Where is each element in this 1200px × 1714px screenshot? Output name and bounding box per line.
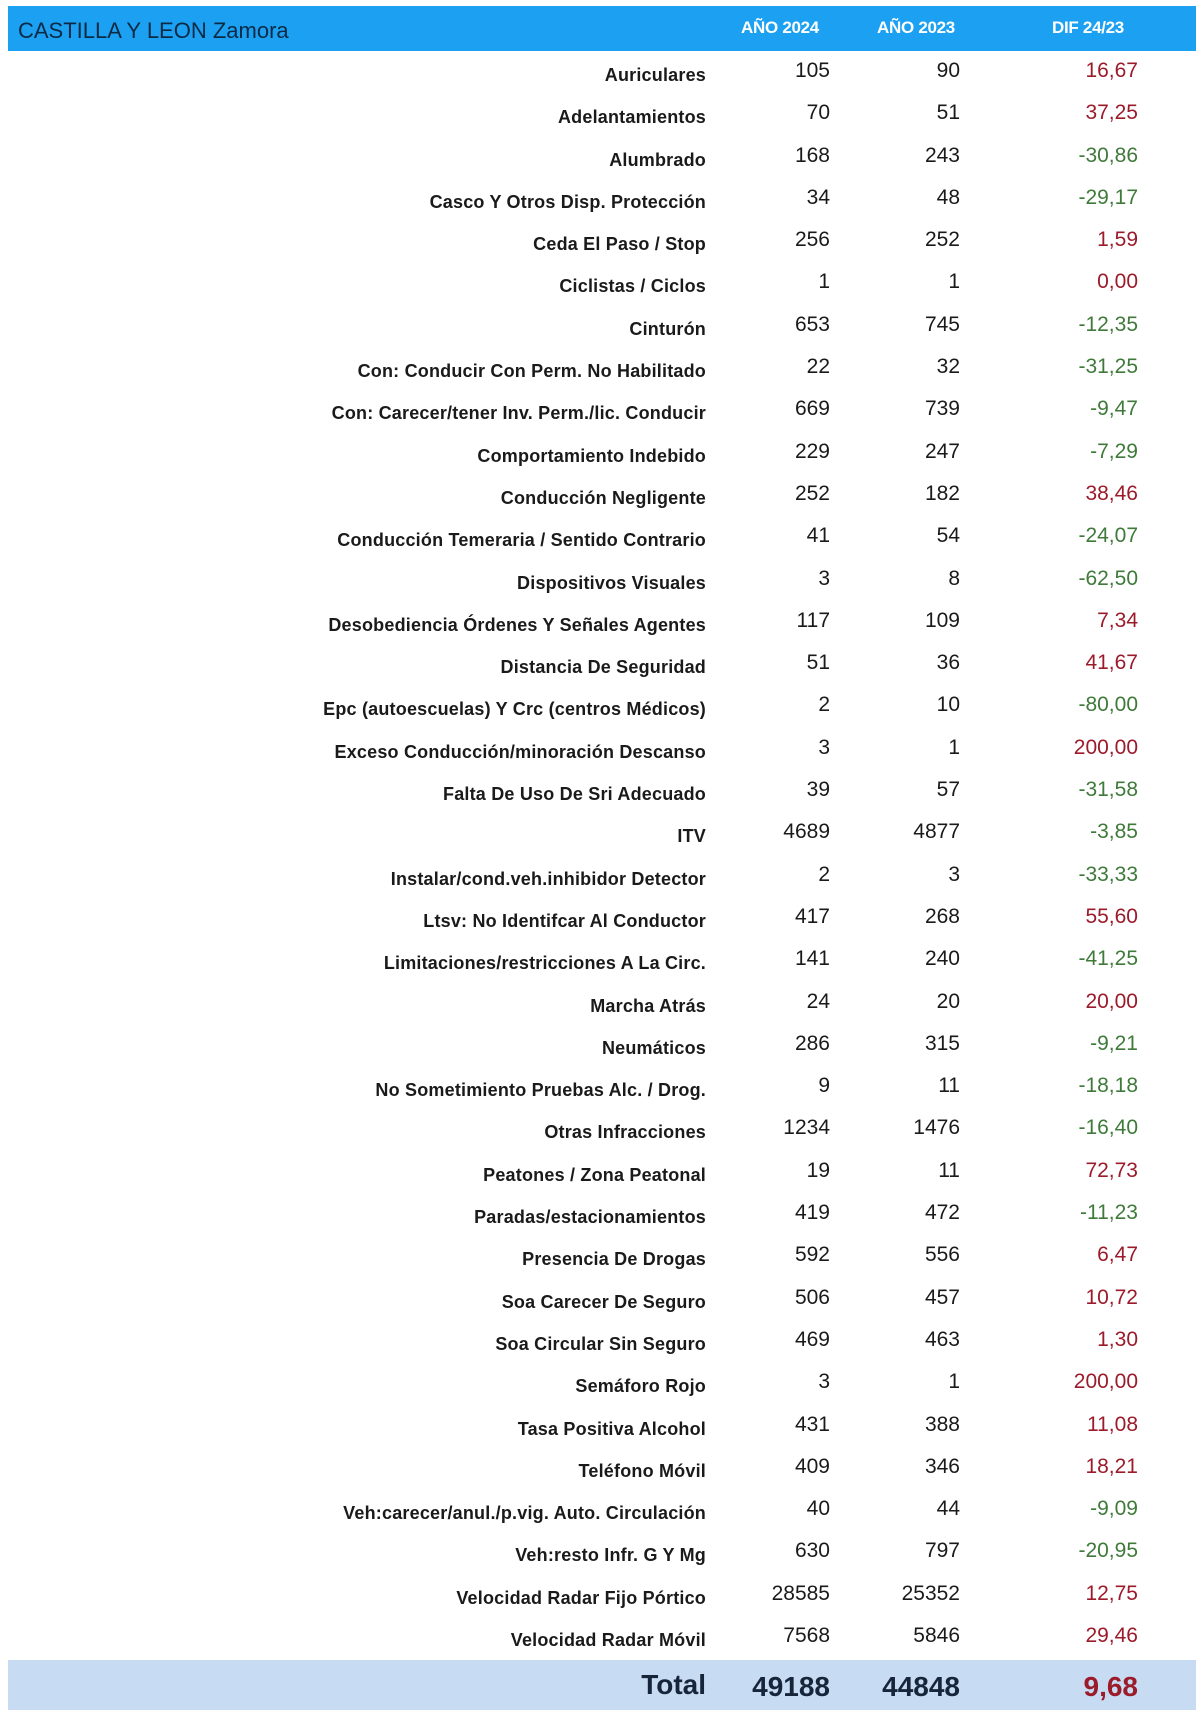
value-2023: 182 xyxy=(924,481,960,505)
table-row xyxy=(8,1362,1196,1404)
value-diff: -9,09 xyxy=(1090,1497,1138,1521)
value-2023: 388 xyxy=(924,1412,960,1436)
column-header-diff: DIF 24/23 xyxy=(1052,18,1124,37)
value-2023: 252 xyxy=(924,228,960,252)
table-row xyxy=(8,1405,1196,1447)
table-row xyxy=(8,136,1196,178)
value-2024: 40 xyxy=(806,1497,830,1521)
row-label: Alumbrado xyxy=(609,149,706,170)
value-2024: 1 xyxy=(818,270,830,294)
value-diff: 12,75 xyxy=(1085,1581,1138,1605)
table-row xyxy=(8,474,1196,516)
row-label: Semáforo Rojo xyxy=(575,1376,706,1397)
value-2024: 41 xyxy=(806,524,830,548)
value-2024: 469 xyxy=(794,1327,830,1351)
value-2023: 90 xyxy=(936,59,960,82)
row-label: Adelantamientos xyxy=(557,107,706,128)
table-row xyxy=(8,516,1196,558)
value-2024: 630 xyxy=(794,1539,830,1563)
row-label: Epc (autoescuelas) Y Crc (centros Médicos) xyxy=(323,699,706,720)
table-row xyxy=(8,1574,1196,1616)
value-2024: 2 xyxy=(818,862,830,886)
row-label: Conducción Temeraria / Sentido Contrario xyxy=(337,530,706,551)
value-2023: 797 xyxy=(924,1539,960,1563)
value-2024: 431 xyxy=(794,1412,830,1436)
value-2024: 34 xyxy=(806,185,830,209)
value-2023: 10 xyxy=(936,693,960,717)
row-label: Veh:resto Infr. G Y Mg xyxy=(515,1545,706,1566)
row-label: Dispositivos Visuales xyxy=(517,572,706,593)
value-2024: 3 xyxy=(818,1370,830,1394)
value-2023: 1 xyxy=(948,270,960,294)
row-label: ITV xyxy=(677,826,706,847)
value-2024: 409 xyxy=(794,1454,830,1478)
value-diff: 7,34 xyxy=(1097,608,1138,632)
table-row xyxy=(8,1024,1196,1066)
table-row xyxy=(8,770,1196,812)
value-2023: 240 xyxy=(924,947,960,971)
value-diff: -7,29 xyxy=(1090,439,1138,463)
value-diff: -31,25 xyxy=(1078,355,1138,379)
value-diff: -24,07 xyxy=(1078,524,1138,548)
value-2024: 417 xyxy=(794,904,830,928)
table-row xyxy=(8,51,1196,93)
row-label: Limitaciones/restricciones A La Circ. xyxy=(383,953,706,974)
row-label: Veh:carecer/anul./p.vig. Auto. Circulación xyxy=(343,1503,706,1524)
row-label: Teléfono Móvil xyxy=(578,1460,706,1481)
value-2024: 141 xyxy=(794,947,830,971)
value-2024: 105 xyxy=(794,59,830,82)
value-2024: 286 xyxy=(794,1031,830,1055)
value-2024: 256 xyxy=(794,228,830,252)
row-label: Conducción Negligente xyxy=(500,487,706,508)
value-2024: 7568 xyxy=(783,1623,830,1647)
value-2024: 39 xyxy=(806,778,830,802)
value-2024: 1234 xyxy=(783,1116,830,1140)
table-row xyxy=(8,812,1196,854)
value-2023: 25352 xyxy=(901,1581,960,1605)
value-diff: 29,46 xyxy=(1085,1623,1138,1647)
table-row xyxy=(8,1151,1196,1193)
table-row xyxy=(8,305,1196,347)
table-row xyxy=(8,178,1196,220)
value-2023: 11 xyxy=(938,1158,960,1182)
value-2023: 247 xyxy=(924,439,960,463)
row-label: Desobediencia Órdenes Y Señales Agentes xyxy=(328,614,706,635)
row-label: Ltsv: No Identifcar Al Conductor xyxy=(423,910,706,931)
table-row xyxy=(8,93,1196,135)
value-2024: 51 xyxy=(806,651,830,675)
value-diff: -12,35 xyxy=(1078,312,1138,336)
table-row xyxy=(8,1531,1196,1573)
value-2023: 54 xyxy=(936,524,960,548)
value-diff: -80,00 xyxy=(1078,693,1138,717)
value-diff: -3,85 xyxy=(1090,820,1138,844)
table-row xyxy=(8,559,1196,601)
table-row xyxy=(8,1447,1196,1489)
value-2023: 346 xyxy=(924,1454,960,1478)
value-2023: 1 xyxy=(948,1370,960,1394)
value-2023: 1476 xyxy=(913,1116,960,1140)
value-2023: 44 xyxy=(936,1497,960,1521)
value-2023: 1 xyxy=(948,735,960,759)
value-diff: 16,67 xyxy=(1085,59,1138,82)
value-2023: 315 xyxy=(924,1031,960,1055)
value-diff: -9,21 xyxy=(1090,1031,1138,1055)
table-row xyxy=(8,1616,1196,1658)
region-title: CASTILLA Y LEON Zamora xyxy=(18,18,289,43)
value-2023: 8 xyxy=(948,566,960,590)
row-label: Distancia De Seguridad xyxy=(500,657,706,678)
value-2024: 117 xyxy=(796,608,830,632)
row-label: Exceso Conducción/minoración Descanso xyxy=(334,741,706,762)
total-2024: 49188 xyxy=(752,1671,830,1702)
value-diff: 0,00 xyxy=(1097,270,1138,294)
value-2024: 2 xyxy=(818,693,830,717)
value-2024: 3 xyxy=(818,735,830,759)
row-label: Paradas/estacionamientos xyxy=(474,1207,706,1228)
row-label: No Sometimiento Pruebas Alc. / Drog. xyxy=(375,1080,706,1101)
row-label: Auriculares xyxy=(604,65,706,85)
value-2024: 28585 xyxy=(771,1581,830,1605)
table-row xyxy=(8,1320,1196,1362)
row-label: Ceda El Paso / Stop xyxy=(533,234,706,255)
table-row xyxy=(8,685,1196,727)
row-label: Neumáticos xyxy=(601,1037,706,1058)
total-diff: 9,68 xyxy=(1083,1671,1138,1702)
row-label: Cinturón xyxy=(629,318,706,339)
value-diff: 1,59 xyxy=(1097,228,1138,252)
value-diff: 55,60 xyxy=(1085,904,1138,928)
row-label: Falta De Uso De Sri Adecuado xyxy=(443,784,706,805)
value-2023: 457 xyxy=(924,1285,960,1309)
value-diff: 200,00 xyxy=(1073,735,1138,759)
row-label: Velocidad Radar Fijo Pórtico xyxy=(456,1587,706,1608)
value-diff: -16,40 xyxy=(1078,1116,1138,1140)
value-2024: 19 xyxy=(806,1158,830,1182)
table-row xyxy=(8,432,1196,474)
value-diff: 37,25 xyxy=(1085,101,1138,125)
value-diff: -11,23 xyxy=(1080,1201,1138,1225)
value-2023: 11 xyxy=(938,1074,960,1098)
value-2023: 463 xyxy=(924,1327,960,1351)
value-2024: 592 xyxy=(794,1243,830,1267)
column-header-2024: AÑO 2024 xyxy=(741,18,819,37)
table-row xyxy=(8,1193,1196,1235)
table-row xyxy=(8,262,1196,304)
value-diff: 11,08 xyxy=(1087,1412,1138,1436)
value-2024: 9 xyxy=(818,1074,830,1098)
row-label: Tasa Positiva Alcohol xyxy=(517,1418,706,1439)
value-diff: 1,30 xyxy=(1097,1327,1138,1351)
value-diff: -33,33 xyxy=(1078,862,1138,886)
table-row xyxy=(8,347,1196,389)
table-row xyxy=(8,1066,1196,1108)
table-row xyxy=(8,939,1196,981)
value-diff: -20,95 xyxy=(1078,1539,1138,1563)
value-2023: 51 xyxy=(936,101,960,125)
table-header xyxy=(8,6,1196,51)
value-2024: 22 xyxy=(806,355,830,379)
table-row xyxy=(8,1108,1196,1150)
value-2024: 70 xyxy=(806,101,830,125)
value-2024: 653 xyxy=(794,312,830,336)
value-diff: -41,25 xyxy=(1078,947,1138,971)
value-2024: 24 xyxy=(806,989,830,1013)
value-diff: 20,00 xyxy=(1085,989,1138,1013)
value-2024: 229 xyxy=(794,439,830,463)
value-2023: 5846 xyxy=(913,1623,960,1647)
row-label: Ciclistas / Ciclos xyxy=(559,276,706,297)
table-row xyxy=(8,1278,1196,1320)
value-diff: 72,73 xyxy=(1085,1158,1138,1182)
value-2023: 268 xyxy=(924,904,960,928)
row-label: Presencia De Drogas xyxy=(522,1249,706,1270)
value-2024: 669 xyxy=(794,397,830,421)
row-label: Casco Y Otros Disp. Protección xyxy=(429,191,706,212)
value-2023: 109 xyxy=(924,608,960,632)
value-diff: -18,18 xyxy=(1078,1074,1138,1098)
value-2023: 57 xyxy=(936,778,960,802)
row-label: Con: Conducir Con Perm. No Habilitado xyxy=(357,361,706,382)
value-2023: 32 xyxy=(936,355,960,379)
value-diff: 200,00 xyxy=(1073,1370,1138,1394)
value-2023: 36 xyxy=(936,651,960,675)
row-label: Con: Carecer/tener Inv. Perm./lic. Conducir xyxy=(331,403,706,424)
value-diff: -30,86 xyxy=(1078,143,1138,167)
table-row xyxy=(8,601,1196,643)
row-label: Soa Carecer De Seguro xyxy=(501,1291,706,1312)
value-2024: 4689 xyxy=(783,820,830,844)
column-header-2023: AÑO 2023 xyxy=(877,18,955,37)
value-2023: 556 xyxy=(924,1243,960,1267)
value-2023: 20 xyxy=(936,989,960,1013)
value-diff: 6,47 xyxy=(1097,1243,1138,1267)
value-2024: 506 xyxy=(794,1285,830,1309)
value-2024: 419 xyxy=(794,1201,830,1225)
value-diff: 10,72 xyxy=(1085,1285,1138,1309)
value-diff: -29,17 xyxy=(1078,185,1138,209)
value-diff: -62,50 xyxy=(1078,566,1138,590)
total-row xyxy=(8,1660,1196,1710)
value-diff: -9,47 xyxy=(1090,397,1138,421)
infractions-table xyxy=(8,6,1196,1702)
row-label: Velocidad Radar Móvil xyxy=(510,1629,706,1650)
value-2023: 243 xyxy=(924,143,960,167)
table-row xyxy=(8,643,1196,685)
table-row xyxy=(8,982,1196,1024)
value-diff: 41,67 xyxy=(1085,651,1138,675)
value-2023: 739 xyxy=(924,397,960,421)
value-2024: 252 xyxy=(794,481,830,505)
table-row xyxy=(8,897,1196,939)
table-row xyxy=(8,855,1196,897)
value-diff: -31,58 xyxy=(1078,778,1138,802)
table-row xyxy=(8,389,1196,431)
row-label: Soa Circular Sin Seguro xyxy=(495,1333,706,1354)
value-diff: 38,46 xyxy=(1085,481,1138,505)
table-row xyxy=(8,1489,1196,1531)
value-2023: 48 xyxy=(936,185,960,209)
value-2023: 745 xyxy=(924,312,960,336)
table-body xyxy=(8,51,1196,1658)
total-2023: 44848 xyxy=(882,1671,960,1702)
value-diff: 18,21 xyxy=(1085,1454,1138,1478)
value-2023: 3 xyxy=(948,862,960,886)
table-row xyxy=(8,1235,1196,1277)
table-row xyxy=(8,220,1196,262)
row-label: Comportamiento Indebido xyxy=(477,445,706,466)
value-2023: 4877 xyxy=(913,820,960,844)
table-row xyxy=(8,728,1196,770)
row-label: Peatones / Zona Peatonal xyxy=(483,1164,706,1185)
row-label: Otras Infracciones xyxy=(544,1122,706,1143)
value-2024: 3 xyxy=(818,566,830,590)
value-2023: 472 xyxy=(924,1201,960,1225)
value-2024: 168 xyxy=(794,143,830,167)
row-label: Instalar/cond.veh.inhibidor Detector xyxy=(390,868,706,889)
row-label: Marcha Atrás xyxy=(590,995,706,1016)
total-label: Total xyxy=(641,1669,706,1700)
